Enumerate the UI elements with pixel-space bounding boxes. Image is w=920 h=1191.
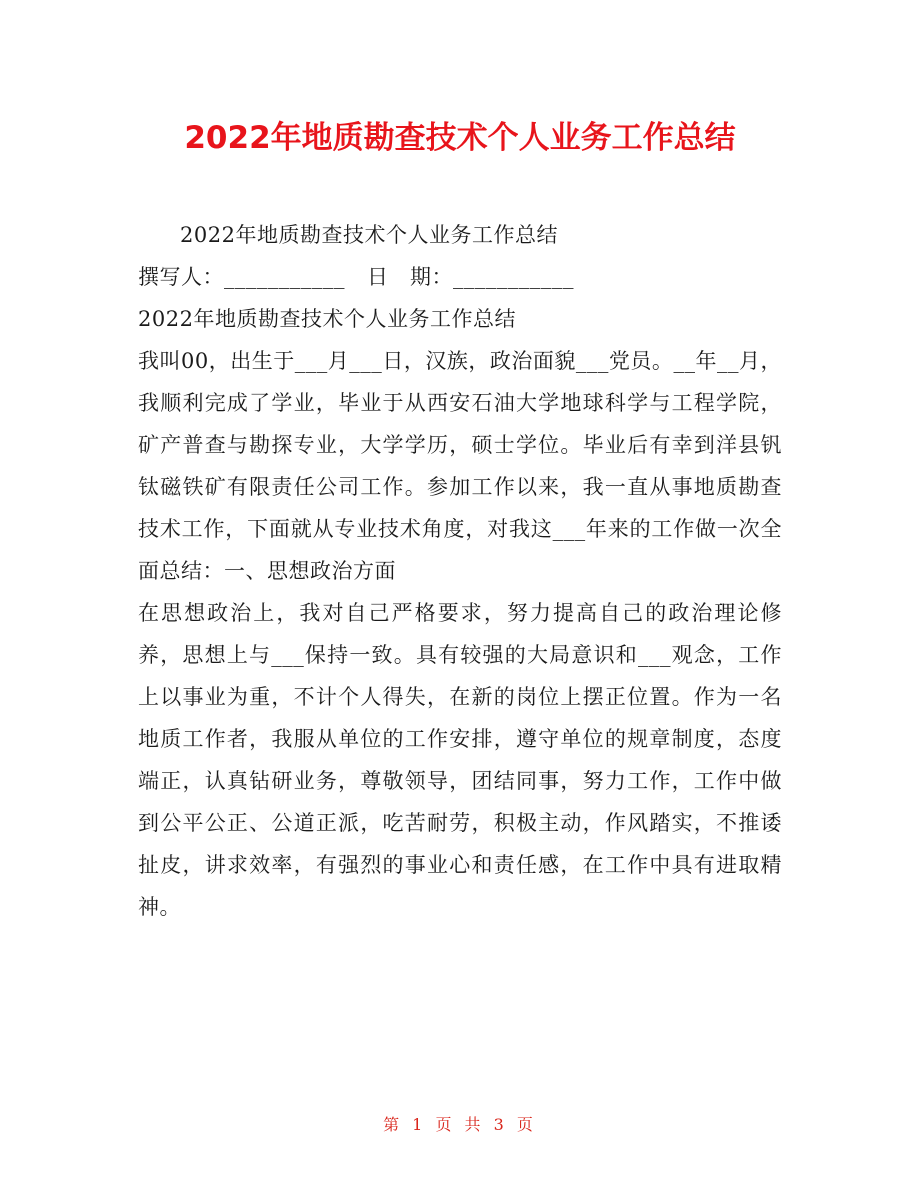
author-blank: ___________ bbox=[224, 265, 345, 289]
section-heading: 2022年地质勘查技术个人业务工作总结 bbox=[138, 307, 516, 331]
author-label: 撰写人： bbox=[138, 265, 224, 289]
document-subtitle: 2022年地质勘查技术个人业务工作总结 bbox=[180, 223, 558, 247]
date-blank: ___________ bbox=[453, 265, 574, 289]
page-indicator: 第 1 页 共 3 页 bbox=[383, 1115, 537, 1134]
author-date-row bbox=[138, 256, 782, 298]
document-title: 2022年地质勘查技术个人业务工作总结 bbox=[184, 120, 736, 156]
date-label: 日 期： bbox=[367, 265, 453, 289]
paragraph-intro: 我叫00，出生于___月___日，汉族，政治面貌___党员。__年__月，我顺利完成了学业，毕业于从西安石油大学地球科学与工程学院，矿产普查与勘探专业，大学学历，硕士学位。毕业后有幸到洋县钒钛磁铁矿有限责任公司工作。参加工作以来，我一直从事地质勘查技术工作，下面就从专业技术角度，对我这___年来的工作做一次全面总结：一、思想政治方面 bbox=[138, 349, 782, 583]
document-body bbox=[138, 214, 782, 928]
paragraph-politics: 在思想政治上，我对自己严格要求，努力提高自己的政治理论修养，思想上与___保持一致。具有较强的大局意识和___观念，工作上以事业为重，不计个人得失，在新的岗位上摆正位置。作为一名地质工作者，我服从单位的工作安排，遵守单位的规章制度，态度端正，认真钻研业务，尊敬领导，团结同事，努力工作，工作中做到公平公正、公道正派，吃苦耐劳，积极主动，作风踏实，不推诿扯皮，讲求效率，有强烈的事业心和责任感，在工作中具有进取精神。 bbox=[138, 601, 782, 919]
